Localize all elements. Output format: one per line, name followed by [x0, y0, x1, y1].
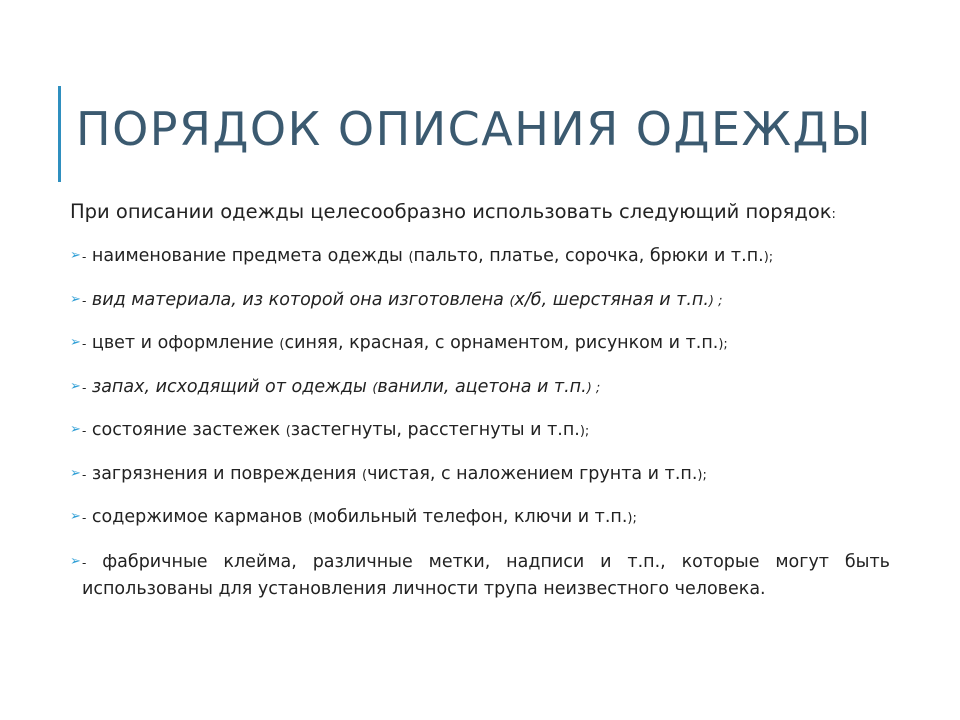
item-main-text: вид материала, из которой она изготовлена [86, 289, 510, 310]
list-item [70, 375, 890, 401]
item-dash: - [82, 511, 87, 525]
item-close-paren: ); [718, 337, 728, 352]
title-accent-bar [58, 86, 61, 182]
item-dash: - [82, 424, 87, 438]
item-main-text: загрязнения и повреждения [86, 463, 362, 484]
item-detail-text: х/б, шерстяная и т.п. [514, 289, 709, 310]
item-open-paren: ( [279, 337, 285, 352]
list-item [70, 331, 890, 357]
item-open-paren: ( [285, 424, 291, 439]
item-close-paren: ); [627, 511, 637, 526]
item-main-text: фабричные клейма, различные метки, надписи и т.п., которые могут быть использованы для установления личности трупа неизвестного человека. [82, 551, 890, 599]
arrow-bullet-icon: ➢ [70, 248, 81, 263]
item-main-text: наименование предмета одежды [86, 246, 409, 266]
item-open-paren: ( [509, 293, 515, 309]
item-open-paren: ( [372, 380, 378, 396]
item-dash: - [82, 337, 87, 351]
item-detail-text: пальто, платье, сорочка, брюки и т.п. [413, 246, 764, 266]
list-item [70, 549, 890, 602]
item-dash: - [82, 380, 87, 395]
item-close-paren: ) ; [586, 380, 601, 396]
item-open-paren: ( [362, 467, 368, 483]
arrow-bullet-icon: ➢ [70, 335, 81, 350]
arrow-bullet-icon: ➢ [70, 509, 81, 524]
list-item [70, 244, 890, 270]
slide-content [70, 197, 890, 619]
item-dash: - [82, 250, 87, 264]
arrow-bullet-icon: ➢ [70, 291, 81, 307]
item-main-text: цвет и оформление [86, 333, 280, 353]
intro-colon: : [831, 207, 836, 222]
arrow-bullet-icon: ➢ [70, 465, 81, 481]
list-item [70, 418, 890, 444]
intro-text: При описании одежды целесообразно использовать следующий порядок [70, 200, 832, 223]
list-item [70, 288, 890, 314]
arrow-bullet-icon: ➢ [70, 422, 81, 437]
item-dash: - [82, 467, 87, 482]
item-close-paren: ); [697, 467, 707, 483]
item-main-text: запах, исходящий от одежды [86, 376, 373, 397]
item-close-paren: ) ; [708, 293, 723, 309]
arrow-bullet-icon: ➢ [70, 553, 81, 569]
item-open-paren: ( [307, 511, 314, 526]
slide-title: ПОРЯДОК ОПИСАНИЯ ОДЕЖДЫ [76, 102, 873, 156]
intro-paragraph [70, 197, 890, 230]
item-detail-text: чистая, с наложением грунта и т.п. [367, 463, 698, 484]
item-detail-text: ванили, ацетона и т.п. [377, 376, 587, 397]
item-dash: - [82, 555, 87, 570]
item-detail-text: синяя, красная, с орнаментом, рисунком и т.п. [284, 333, 719, 353]
arrow-bullet-icon: ➢ [70, 378, 81, 394]
list-item [70, 462, 890, 488]
item-dash: - [82, 293, 87, 308]
clothing-description-list [70, 244, 890, 602]
item-open-paren: ( [408, 250, 414, 265]
item-main-text: содержимое карманов [86, 507, 308, 527]
list-item [70, 505, 890, 531]
item-close-paren: ); [763, 250, 774, 265]
item-main-text: состояние застежек [86, 420, 286, 440]
item-detail-text: мобильный телефон, ключи и т.п. [313, 507, 628, 527]
item-detail-text: застегнуты, расстегнуты и т.п. [290, 420, 580, 440]
item-close-paren: ); [579, 424, 590, 439]
